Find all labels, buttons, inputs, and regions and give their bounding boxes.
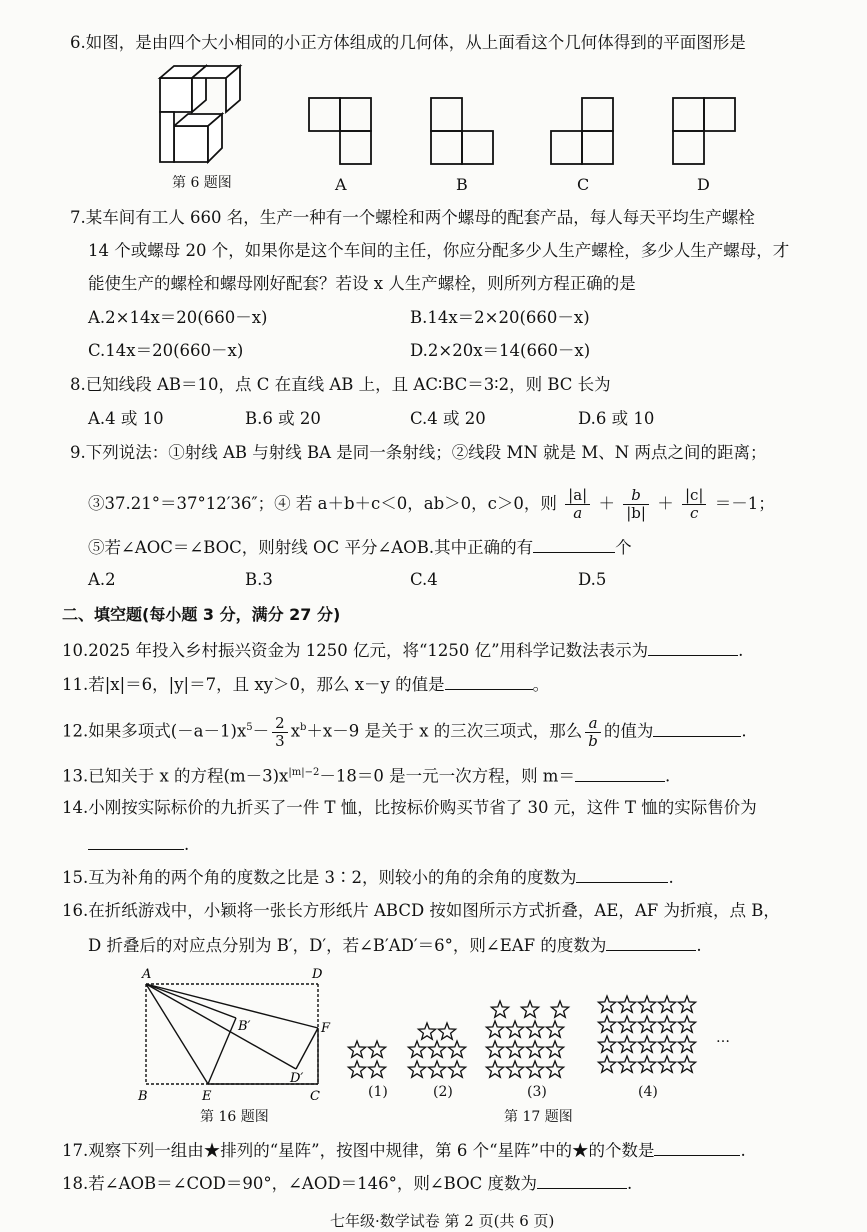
q6-option-d: D — [697, 175, 710, 194]
q7-line-3: 能使生产的螺栓和螺母刚好配套？若设 x 人生产螺栓，则所列方程正确的是 — [88, 274, 636, 293]
q8-text: 8.已知线段 AB＝10，点 C 在直线 AB 上，且 AC∶BC＝3∶2，则 BC 长为 — [70, 375, 611, 394]
star-icon — [348, 1041, 365, 1057]
q8-option-b: B.6 或 20 — [245, 409, 321, 428]
q17-answer-blank[interactable] — [654, 1139, 740, 1156]
fig16-label-b-prime: B′ — [238, 1019, 251, 1034]
star-icon — [638, 1016, 655, 1032]
q9-line-3a: ⑤若∠AOC＝∠BOC，则射线 OC 平分∠AOB.其中正确的有 — [88, 538, 534, 557]
q12-sup-c: b — [300, 722, 307, 733]
q15-end: . — [668, 868, 674, 887]
fig16-caption: 第 16 题图 — [200, 1109, 269, 1125]
q13-part-b: －18＝0 是一元一次方程，则 m＝ — [319, 766, 575, 786]
q16-figure — [132, 964, 342, 1104]
star-icon — [658, 1056, 675, 1072]
q14-line-1: 14.小刚按实际标价的九折买了一件 T 恤，比按标价购买节省了 30 元，这件 T 恤的实际售价为 — [62, 798, 757, 817]
q16-line-1: 16.在折纸游戏中，小颖将一张长方形纸片 ABCD 按如图所示方式折叠，AE，AF 为折痕，点 B， — [62, 901, 780, 920]
q12-frac-num: 2 — [272, 715, 288, 733]
q6-text: 6.如图，是由四个大小相同的小正方体组成的几何体，从上面看这个几何体得到的平面图形是 — [70, 33, 746, 52]
star-icon — [418, 1023, 435, 1039]
star-icon — [546, 1061, 563, 1077]
star-icon — [521, 1001, 538, 1017]
q11-line — [62, 673, 549, 696]
q9-answer-blank[interactable] — [533, 536, 615, 553]
q12-answer-blank[interactable] — [653, 720, 741, 737]
fig17-label-2: (2) — [433, 1084, 453, 1100]
star-icon — [658, 1036, 675, 1052]
q12-part-b: － — [252, 721, 270, 741]
q9-line-1: 9.下列说法：①射线 AB 与射线 BA 是同一条射线；②线段 MN 就是 M、N 两点之间的距离； — [70, 443, 767, 462]
star-icon — [428, 1061, 445, 1077]
q13-sup: |m|−2 — [288, 767, 320, 778]
q9-line-2 — [88, 484, 775, 524]
q12-part-d: ＋x－9 是关于 x 的三次三项式，那么 — [306, 721, 583, 741]
star-icon — [658, 996, 675, 1012]
star-icon — [678, 1016, 695, 1032]
q12-frac-den: 3 — [275, 731, 285, 750]
star-icon — [638, 996, 655, 1012]
q6-option-c-figure — [550, 97, 614, 167]
q9-fraction-1 — [565, 487, 590, 522]
q8-option-a: A.4 或 10 — [88, 409, 164, 428]
q8-option-c: C.4 或 20 — [410, 409, 486, 428]
q7-option-a: A.2×14x＝20(660－x) — [88, 308, 268, 327]
star-icon — [546, 1021, 563, 1037]
q9-option-b: B.3 — [245, 570, 273, 589]
q18-answer-blank[interactable] — [537, 1172, 627, 1189]
star-icon — [598, 996, 615, 1012]
q6-figure — [150, 60, 260, 172]
q16-line-2-text: D 折叠后的对应点分别为 B′，D′，若∠B′AD′＝6°，则∠EAF 的度数为 — [88, 936, 607, 955]
q12-part-c: x — [290, 721, 300, 741]
star-icon — [526, 1061, 543, 1077]
page-footer: 七年级·数学试卷 第 2 页(共 6 页) — [330, 1212, 555, 1230]
q9-f2-den: |b| — [626, 504, 646, 522]
q11-end: 。 — [532, 675, 550, 694]
star-icon — [546, 1041, 563, 1057]
q12-frac2-den: b — [588, 731, 598, 750]
q15-text: 15.互为补角的两个角的度数之比是 3∶2，则较小的角的余角的度数为 — [62, 868, 577, 887]
q14-end: . — [184, 835, 190, 854]
q13-answer-blank[interactable] — [575, 765, 665, 782]
q17-line — [62, 1139, 746, 1162]
star-icon — [438, 1023, 455, 1039]
q6-option-b-figure — [430, 97, 494, 167]
star-icon — [368, 1061, 385, 1077]
star-icon — [551, 1001, 568, 1017]
q13-end: . — [664, 766, 671, 786]
q12-sup-a: 5 — [246, 722, 253, 733]
q12-frac2-num: a — [585, 715, 601, 733]
star-icon — [618, 1056, 635, 1072]
q9-f1-num: |a| — [565, 487, 590, 505]
q12-line — [62, 708, 747, 752]
star-icon — [658, 1016, 675, 1032]
q12-fraction — [272, 715, 288, 750]
q6-option-a: A — [335, 175, 347, 194]
q9-fraction-3 — [682, 487, 707, 522]
section-2-title: 二、填空题(每小题 3 分，满分 27 分) — [62, 605, 341, 624]
q12-fraction-2 — [585, 715, 601, 750]
q11-answer-blank[interactable] — [445, 673, 533, 690]
q9-line-3 — [88, 536, 632, 559]
q8-option-d: D.6 或 10 — [578, 409, 655, 428]
fig16-label-c: C — [310, 1089, 320, 1104]
fig16-label-f: F — [321, 1021, 331, 1036]
fig16-label-a: A — [142, 967, 152, 982]
fig17-ellipsis: … — [716, 1030, 730, 1046]
star-icon — [526, 1041, 543, 1057]
q17-text: 17.观察下列一组由★排列的“星阵”，按图中规律，第 6 个“星阵”中的★的个数是 — [62, 1141, 655, 1160]
q10-answer-blank[interactable] — [648, 639, 738, 656]
q11-text: 11.若|x|＝6，|y|＝7，且 xy＞0，那么 x－y 的值是 — [62, 675, 445, 694]
q10-end: . — [738, 641, 744, 660]
fig16-label-e: E — [202, 1089, 212, 1104]
star-icon — [506, 1061, 523, 1077]
q7-option-d: D.2×20x＝14(660－x) — [410, 341, 591, 360]
star-icon — [678, 1056, 695, 1072]
q9-f3-den: c — [689, 504, 699, 522]
q6-option-a-figure — [308, 97, 372, 167]
fig17-caption: 第 17 题图 — [504, 1109, 573, 1125]
star-icon — [638, 1036, 655, 1052]
q14-line-2 — [88, 833, 189, 856]
q9-line-2b: ＝－1； — [714, 494, 775, 513]
q7-line-1: 7.某车间有工人 660 名，生产一种有一个螺栓和两个螺母的配套产品，每人每天平均生产螺栓 — [70, 208, 755, 227]
q7-option-b: B.14x＝2×20(660－x) — [410, 308, 590, 327]
q16-end: . — [696, 936, 702, 955]
star-icon — [486, 1021, 503, 1037]
q12-part-a: 12.如果多项式(－a－1)x — [62, 721, 247, 741]
star-icon — [506, 1021, 523, 1037]
q9-plus-2: ＋ — [657, 494, 674, 513]
star-icon — [618, 1016, 635, 1032]
fig17-label-4: (4) — [638, 1084, 658, 1100]
q14-answer-blank[interactable] — [88, 833, 184, 850]
star-icon — [618, 996, 635, 1012]
star-icon — [348, 1061, 365, 1077]
q15-line — [62, 866, 674, 889]
star-icon — [638, 1056, 655, 1072]
q15-answer-blank[interactable] — [576, 866, 668, 883]
q13-part-a: 13.已知关于 x 的方程(m－3)x — [62, 766, 289, 786]
q18-text: 18.若∠AOB＝∠COD＝90°，∠AOD＝146°，则∠BOC 度数为 — [62, 1174, 537, 1193]
star-icon — [368, 1041, 385, 1057]
star-icon — [448, 1041, 465, 1057]
star-icon — [618, 1036, 635, 1052]
q9-line-3b: 个 — [615, 538, 632, 557]
q7-line-2: 14 个或螺母 20 个，如果你是这个车间的主任，你应分配多少人生产螺栓，多少人生产螺母，才 — [88, 241, 790, 260]
star-icon — [428, 1041, 445, 1057]
q18-end: . — [626, 1174, 633, 1193]
q6-option-d-figure — [672, 97, 736, 167]
q12-end: . — [741, 721, 747, 741]
q9-option-a: A.2 — [88, 570, 116, 589]
star-icon — [491, 1001, 508, 1017]
fig17-label-1: (1) — [368, 1084, 388, 1100]
star-icon — [408, 1041, 425, 1057]
star-icon — [598, 1016, 615, 1032]
q12-part-e: 的值为 — [603, 721, 654, 741]
fig16-label-b: B — [138, 1089, 148, 1104]
q9-f3-num: |c| — [682, 487, 707, 505]
star-icon — [526, 1021, 543, 1037]
q9-f2-num: b — [623, 487, 649, 505]
q9-fraction-2 — [623, 487, 649, 522]
q9-option-d: D.5 — [578, 570, 607, 589]
q9-line-2a: ③37.21°＝37°12′36″；④ 若 a＋b＋c＜0，ab＞0，c＞0，则 — [88, 494, 557, 513]
q6-fig-caption: 第 6 题图 — [172, 175, 232, 191]
q7-option-c: C.14x＝20(660－x) — [88, 341, 244, 360]
q16-line-2 — [88, 934, 702, 957]
star-icon — [486, 1061, 503, 1077]
fig17-label-3: (3) — [527, 1084, 547, 1100]
star-icon — [448, 1061, 465, 1077]
q17-end: . — [740, 1141, 746, 1160]
fig16-label-d-prime: D′ — [290, 1071, 304, 1086]
star-icon — [678, 996, 695, 1012]
star-icon — [506, 1041, 523, 1057]
star-icon — [678, 1036, 695, 1052]
star-icon — [408, 1061, 425, 1077]
q6-option-b: B — [456, 175, 468, 194]
q13-line — [62, 762, 670, 788]
q10-text: 10.2025 年投入乡村振兴资金为 1250 亿元，将“1250 亿”用科学记数法表示为 — [62, 641, 649, 660]
q6-option-c: C — [577, 175, 590, 194]
q10-line — [62, 639, 743, 662]
star-icon — [486, 1041, 503, 1057]
q9-f1-den: a — [573, 504, 583, 522]
q9-plus-1: ＋ — [598, 494, 615, 513]
q9-option-c: C.4 — [410, 570, 438, 589]
star-icon — [598, 1036, 615, 1052]
fig16-label-d: D — [312, 967, 323, 982]
q16-answer-blank[interactable] — [606, 934, 696, 951]
star-icon — [598, 1056, 615, 1072]
q18-line — [62, 1172, 632, 1195]
